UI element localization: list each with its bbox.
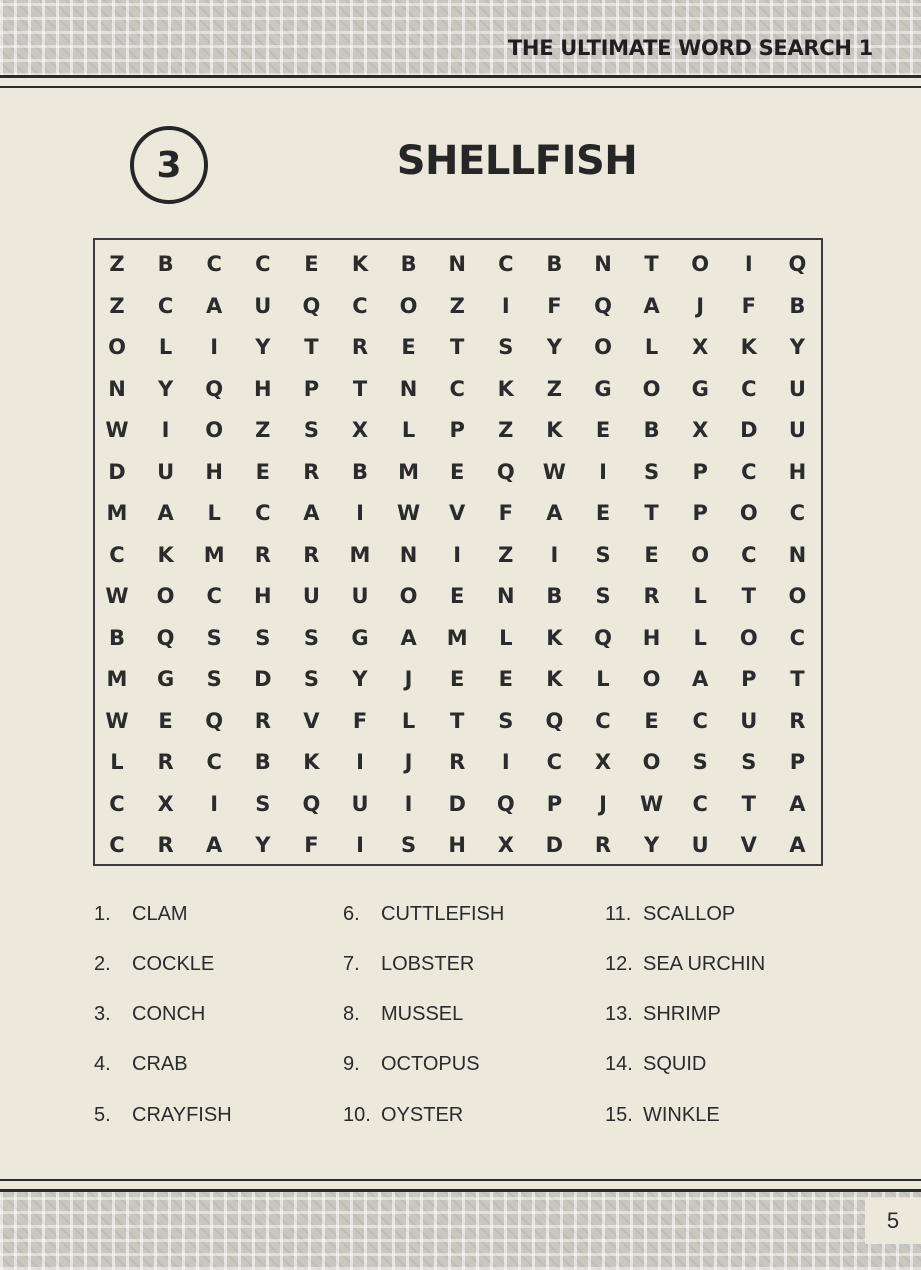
grid-cell[interactable]: T	[352, 376, 368, 401]
grid-cell[interactable]: O	[739, 501, 758, 525]
grid-cell[interactable]: S	[255, 791, 271, 816]
grid-cell[interactable]: C	[595, 708, 611, 733]
grid-cell[interactable]: F	[304, 833, 319, 857]
word-list-item	[94, 1050, 188, 1080]
header-rule	[0, 75, 921, 78]
grid-cell[interactable]: G	[351, 625, 369, 650]
grid-cell[interactable]: L	[693, 625, 707, 650]
grid-cell[interactable]: I	[210, 335, 219, 359]
grid-cell[interactable]: E	[450, 667, 465, 691]
word-text: CONCH	[132, 1003, 206, 1026]
grid-cell[interactable]: L	[401, 708, 416, 733]
grid-cell[interactable]: E	[595, 418, 611, 442]
word-list-item	[343, 899, 504, 929]
grid-cell[interactable]: P	[303, 376, 320, 401]
grid-cell[interactable]: U	[351, 791, 369, 816]
grid-cell[interactable]: T	[450, 335, 465, 359]
grid-cell[interactable]: Y	[157, 376, 174, 401]
grid-cell[interactable]: Q	[496, 791, 515, 816]
grid-cell[interactable]: L	[644, 335, 659, 359]
grid-cell[interactable]: S	[401, 833, 417, 857]
word-list-item	[343, 1050, 480, 1080]
grid-cell[interactable]: Y	[352, 667, 368, 691]
word-number: 9.	[343, 1053, 360, 1076]
word-number: 15.	[605, 1103, 633, 1126]
word-list-item	[94, 899, 188, 929]
grid-cell[interactable]: R	[594, 833, 612, 857]
grid-cell[interactable]: M	[446, 625, 468, 650]
grid-cell[interactable]: B	[157, 252, 174, 276]
grid-cell[interactable]: T	[304, 335, 319, 359]
grid-cell[interactable]: I	[356, 501, 364, 525]
grid-cell[interactable]: I	[744, 252, 753, 276]
grid-cell[interactable]: U	[254, 293, 272, 318]
puzzle-number-badge	[130, 126, 208, 204]
grid-cell[interactable]: K	[497, 376, 514, 401]
grid-cell[interactable]: O	[399, 293, 418, 318]
word-list-item	[94, 1100, 232, 1130]
grid-cell[interactable]: R	[303, 542, 320, 567]
grid-cell[interactable]: V	[303, 708, 320, 733]
footer-rule-inner	[0, 1179, 921, 1181]
grid-cell[interactable]: K	[351, 252, 369, 276]
grid-cell[interactable]: R	[351, 335, 369, 359]
word-text: SHRIMP	[643, 1003, 721, 1026]
grid-cell[interactable]: V	[740, 833, 757, 857]
grid-cell[interactable]: U	[351, 584, 369, 608]
word-list-item	[343, 1100, 463, 1130]
grid-cell[interactable]: O	[399, 584, 418, 608]
grid-cell[interactable]: E	[158, 708, 173, 733]
grid-cell[interactable]: T	[741, 791, 756, 816]
grid-cell[interactable]: N	[448, 252, 466, 276]
grid-cell[interactable]: X	[692, 335, 709, 359]
word-number: 1.	[94, 902, 111, 925]
grid-cell[interactable]: T	[644, 501, 659, 525]
grid-cell[interactable]: A	[206, 833, 223, 857]
grid-cell[interactable]: B	[546, 584, 563, 608]
grid-cell[interactable]: E	[644, 708, 659, 733]
grid-cell[interactable]: S	[644, 459, 660, 484]
word-list-item	[94, 949, 214, 979]
grid-cell[interactable]: E	[450, 584, 465, 608]
grid-cell[interactable]: Q	[205, 376, 224, 401]
grid-cell[interactable]: D	[448, 791, 466, 816]
grid-cell[interactable]: E	[304, 252, 319, 276]
word-text: CRAB	[132, 1053, 188, 1076]
grid-cell[interactable]: N	[594, 252, 612, 276]
grid-cell[interactable]: C	[692, 708, 708, 733]
grid-cell[interactable]: K	[546, 625, 563, 650]
grid-cell[interactable]: C	[692, 791, 708, 816]
grid-cell[interactable]: L	[158, 335, 173, 359]
word-text: WINKLE	[643, 1103, 720, 1126]
grid-cell[interactable]: E	[450, 459, 465, 484]
grid-cell[interactable]: B	[400, 252, 417, 276]
header-rule-inner	[0, 86, 921, 88]
grid-cell[interactable]: A	[789, 833, 806, 857]
grid-cell[interactable]: K	[157, 542, 174, 567]
word-text: CRAYFISH	[132, 1103, 232, 1126]
grid-cell[interactable]: R	[157, 833, 174, 857]
grid-cell[interactable]: C	[206, 252, 222, 276]
grid-cell[interactable]: L	[596, 667, 610, 691]
grid-cell[interactable]: K	[546, 418, 563, 442]
word-list-item	[94, 1000, 205, 1030]
grid-cell[interactable]: Z	[498, 418, 514, 442]
grid-cell[interactable]: I	[550, 542, 559, 567]
word-list-item	[605, 1100, 720, 1130]
grid-cell[interactable]: P	[789, 750, 806, 774]
grid-cell[interactable]: M	[349, 542, 371, 567]
grid-cell[interactable]: N	[788, 542, 807, 567]
grid-cell[interactable]: A	[789, 791, 806, 816]
grid-cell[interactable]: C	[206, 584, 222, 608]
grid-cell[interactable]: K	[740, 335, 757, 359]
word-number: 11.	[605, 902, 632, 925]
word-number: 4.	[94, 1053, 111, 1076]
grid-cell[interactable]: C	[255, 252, 271, 276]
word-number: 5.	[94, 1103, 111, 1126]
grid-cell[interactable]: C	[255, 501, 271, 525]
grid-cell[interactable]: R	[789, 708, 806, 733]
word-list-item	[605, 899, 735, 929]
grid-cell[interactable]: E	[644, 542, 659, 567]
page-number-box	[865, 1198, 921, 1244]
grid-cell[interactable]: H	[788, 459, 807, 484]
grid-cell[interactable]: F	[352, 708, 368, 733]
grid-cell[interactable]: P	[692, 501, 708, 525]
grid-cell[interactable]: E	[255, 459, 270, 484]
grid-cell[interactable]: A	[643, 293, 660, 318]
grid-cell[interactable]: S	[206, 625, 222, 650]
grid-cell[interactable]: E	[498, 667, 513, 691]
grid-cell[interactable]: U	[302, 584, 320, 608]
grid-cell[interactable]: Y	[255, 335, 271, 359]
grid-cell[interactable]: S	[206, 667, 222, 691]
word-list-item	[605, 1050, 706, 1080]
grid-cell[interactable]: H	[448, 833, 466, 857]
grid-cell[interactable]: Q	[496, 459, 515, 484]
grid-cell[interactable]: C	[109, 833, 125, 857]
grid-cell[interactable]: G	[594, 376, 612, 401]
grid-cell[interactable]: I	[453, 542, 462, 567]
grid-cell[interactable]: H	[254, 584, 272, 608]
grid-cell[interactable]: H	[642, 625, 661, 650]
grid-cell[interactable]: W	[105, 418, 129, 442]
grid-cell[interactable]: C	[741, 459, 757, 484]
grid-cell[interactable]: H	[254, 376, 272, 401]
word-list-item	[605, 949, 765, 979]
grid-cell[interactable]: P	[692, 459, 708, 484]
grid-cell[interactable]: J	[696, 293, 705, 318]
grid-cell[interactable]: R	[449, 750, 466, 774]
grid-cell[interactable]: Z	[546, 376, 562, 401]
grid-cell[interactable]: X	[157, 791, 174, 816]
grid-cell[interactable]: O	[642, 667, 661, 691]
grid-cell[interactable]: U	[788, 376, 806, 401]
grid-cell[interactable]: T	[790, 667, 805, 691]
grid-cell[interactable]: S	[303, 418, 319, 442]
grid-cell[interactable]: Y	[546, 335, 562, 359]
grid-cell[interactable]: Y	[255, 833, 271, 857]
word-number: 14.	[605, 1053, 633, 1076]
grid-cell[interactable]: C	[498, 252, 514, 276]
word-number: 7.	[343, 952, 360, 975]
grid-cell[interactable]: Q	[156, 625, 175, 650]
grid-cell[interactable]: T	[741, 584, 756, 608]
grid-cell[interactable]: O	[642, 750, 661, 774]
word-number: 10.	[343, 1103, 371, 1126]
grid-cell[interactable]: P	[741, 667, 757, 691]
word-list-item	[605, 1000, 721, 1030]
grid-cell[interactable]: F	[741, 293, 756, 318]
grid-cell[interactable]: Q	[594, 625, 612, 650]
grid-cell[interactable]: E	[401, 335, 416, 359]
grid-cell[interactable]: W	[105, 708, 129, 733]
grid-cell[interactable]: G	[156, 667, 175, 691]
word-text: SCALLOP	[643, 902, 736, 925]
grid-cell[interactable]: B	[789, 293, 806, 318]
grid-cell[interactable]: O	[594, 335, 612, 359]
grid-cell[interactable]: C	[157, 293, 174, 318]
grid-cell[interactable]: L	[401, 418, 416, 442]
grid-cell[interactable]: Q	[302, 293, 321, 318]
grid-cell[interactable]: Y	[789, 335, 805, 359]
book-title: THE ULTIMATE WORD SEARCH 1	[507, 36, 873, 60]
word-list-item	[343, 1000, 463, 1030]
word-text: SQUID	[643, 1053, 707, 1076]
grid-cell[interactable]: C	[109, 542, 125, 567]
grid-cell[interactable]: O	[691, 252, 710, 276]
grid-cell[interactable]: R	[303, 459, 320, 484]
word-text: CLAM	[132, 902, 188, 925]
grid-cell[interactable]: M	[398, 459, 420, 484]
grid-cell[interactable]: C	[741, 376, 757, 401]
grid-cell[interactable]: Q	[594, 293, 612, 318]
grid-cell[interactable]: X	[594, 750, 612, 774]
grid-cell[interactable]: Z	[109, 293, 125, 318]
puzzle-number: 3	[156, 144, 182, 186]
word-number: 13.	[605, 1003, 633, 1026]
grid-cell[interactable]: D	[108, 459, 126, 484]
grid-cell[interactable]: U	[691, 833, 709, 857]
grid-cell[interactable]: E	[595, 501, 611, 525]
grid-cell[interactable]: N	[108, 376, 126, 401]
grid-cell[interactable]: U	[740, 708, 758, 733]
word-number: 12.	[605, 952, 633, 975]
grid-cell[interactable]: B	[546, 252, 563, 276]
letter-grid	[93, 238, 823, 866]
grid-cell[interactable]: L	[693, 584, 707, 608]
grid-cell[interactable]: L	[207, 501, 221, 525]
grid-cell[interactable]: I	[404, 791, 413, 816]
grid-cell[interactable]: C	[206, 750, 222, 774]
grid-cell[interactable]: D	[254, 667, 272, 691]
word-text: COCKLE	[132, 952, 215, 975]
word-text: OYSTER	[381, 1103, 464, 1126]
grid-cell[interactable]: I	[501, 750, 510, 774]
grid-cell[interactable]: S	[595, 584, 611, 608]
grid-cell[interactable]: S	[303, 667, 319, 691]
grid-cell[interactable]: S	[498, 335, 514, 359]
grid-cell[interactable]: K	[546, 667, 563, 691]
grid-cell[interactable]: O	[642, 376, 661, 401]
grid-cell[interactable]: W	[542, 459, 566, 484]
footer-pattern-band	[0, 1192, 921, 1270]
grid-cell[interactable]: B	[108, 625, 125, 650]
word-number: 8.	[343, 1003, 360, 1026]
grid-cell[interactable]: J	[404, 667, 413, 691]
grid-cell[interactable]: O	[691, 542, 710, 567]
word-number: 6.	[343, 902, 360, 925]
grid-cell[interactable]: S	[255, 625, 271, 650]
grid-cell[interactable]: R	[643, 584, 660, 608]
grid-cell[interactable]: C	[789, 501, 806, 525]
grid-cell[interactable]: L	[110, 750, 124, 774]
grid-cell[interactable]: K	[303, 750, 320, 774]
grid-cell[interactable]: G	[691, 376, 709, 401]
grid-cell[interactable]: Z	[109, 252, 125, 276]
grid-cell[interactable]: N	[399, 542, 418, 567]
grid-cell[interactable]: B	[643, 418, 660, 442]
grid-cell[interactable]: A	[303, 501, 320, 525]
page-number: 5	[886, 1208, 900, 1233]
word-list-item	[343, 949, 474, 979]
grid-cell[interactable]: R	[254, 708, 271, 733]
grid-cell[interactable]: J	[404, 750, 413, 774]
grid-cell[interactable]: Q	[205, 708, 224, 733]
grid-cell[interactable]: A	[206, 293, 223, 318]
grid-cell[interactable]: O	[788, 584, 807, 608]
grid-cell[interactable]: S	[498, 708, 514, 733]
grid-cell[interactable]: P	[449, 418, 465, 442]
grid-cell[interactable]: D	[545, 833, 564, 857]
grid-cell[interactable]: O	[108, 335, 126, 359]
grid-cell[interactable]: C	[352, 293, 368, 318]
grid-cell[interactable]: Z	[255, 418, 271, 442]
grid-cell[interactable]: R	[254, 542, 271, 567]
grid-cell[interactable]: Z	[449, 293, 465, 318]
grid-cell[interactable]: A	[692, 667, 709, 691]
word-number: 3.	[94, 1003, 111, 1026]
grid-cell[interactable]: O	[739, 625, 758, 650]
grid-cell[interactable]: X	[692, 418, 709, 442]
grid-cell[interactable]: I	[210, 791, 219, 816]
word-text: OCTOPUS	[381, 1053, 480, 1076]
grid-cell[interactable]: S	[595, 542, 611, 567]
grid-cell[interactable]: W	[397, 501, 421, 525]
grid-cell[interactable]: Q	[545, 708, 564, 733]
grid-cell[interactable]: J	[599, 791, 607, 816]
grid-cell[interactable]: Q	[302, 791, 321, 816]
grid-cell[interactable]: Q	[788, 252, 807, 276]
grid-cell[interactable]: O	[205, 418, 224, 442]
grid-cell[interactable]: S	[741, 750, 757, 774]
grid-cell[interactable]: I	[501, 293, 510, 318]
grid-cell[interactable]: A	[400, 625, 417, 650]
grid-cell[interactable]: M	[106, 667, 128, 691]
grid-cell[interactable]: A	[157, 501, 174, 525]
grid-cell[interactable]: O	[156, 584, 175, 608]
grid-cell[interactable]: M	[203, 542, 225, 567]
grid-cell[interactable]: L	[499, 625, 513, 650]
grid-cell[interactable]: I	[599, 459, 607, 484]
grid-cell[interactable]: H	[205, 459, 223, 484]
grid-cell[interactable]: S	[303, 625, 319, 650]
word-number: 2.	[94, 952, 111, 975]
grid-cell[interactable]: U	[157, 459, 175, 484]
grid-cell[interactable]: F	[547, 293, 562, 318]
grid-cell[interactable]: I	[356, 833, 364, 857]
grid-cell[interactable]: S	[692, 750, 708, 774]
grid-cell[interactable]: R	[157, 750, 174, 774]
grid-cell[interactable]: X	[351, 418, 369, 442]
grid-cell[interactable]: I	[161, 418, 170, 442]
grid-cell[interactable]: T	[450, 708, 465, 733]
grid-cell[interactable]: F	[498, 501, 513, 525]
grid-cell[interactable]: X	[497, 833, 514, 857]
grid-cell[interactable]: C	[546, 750, 563, 774]
word-text: SEA URCHIN	[643, 952, 766, 975]
grid-cell[interactable]: C	[789, 625, 806, 650]
grid-cell[interactable]: A	[546, 501, 563, 525]
grid-cell[interactable]: Y	[643, 833, 660, 857]
grid-cell[interactable]: V	[449, 501, 466, 525]
grid-cell[interactable]: N	[399, 376, 418, 401]
word-text: CUTTLEFISH	[381, 902, 505, 925]
grid-cell[interactable]: W	[640, 791, 664, 816]
grid-cell[interactable]: C	[109, 791, 125, 816]
grid-cell[interactable]: C	[449, 376, 465, 401]
grid-cell[interactable]: T	[644, 252, 659, 276]
grid-cell[interactable]: P	[546, 791, 563, 816]
grid-cell[interactable]: I	[356, 750, 364, 774]
grid-cell[interactable]: C	[741, 542, 757, 567]
puzzle-title: SHELLFISH	[396, 138, 638, 184]
grid-cell[interactable]: N	[497, 584, 515, 608]
grid-cell[interactable]: B	[351, 459, 368, 484]
grid-cell[interactable]: M	[106, 501, 128, 525]
word-text: MUSSEL	[381, 1003, 464, 1026]
grid-cell[interactable]: B	[254, 750, 271, 774]
grid-cell[interactable]: U	[788, 418, 806, 442]
grid-cell[interactable]: W	[105, 584, 129, 608]
grid-cell[interactable]: D	[740, 418, 758, 442]
word-text: LOBSTER	[381, 952, 475, 975]
grid-cell[interactable]: Z	[498, 542, 514, 567]
